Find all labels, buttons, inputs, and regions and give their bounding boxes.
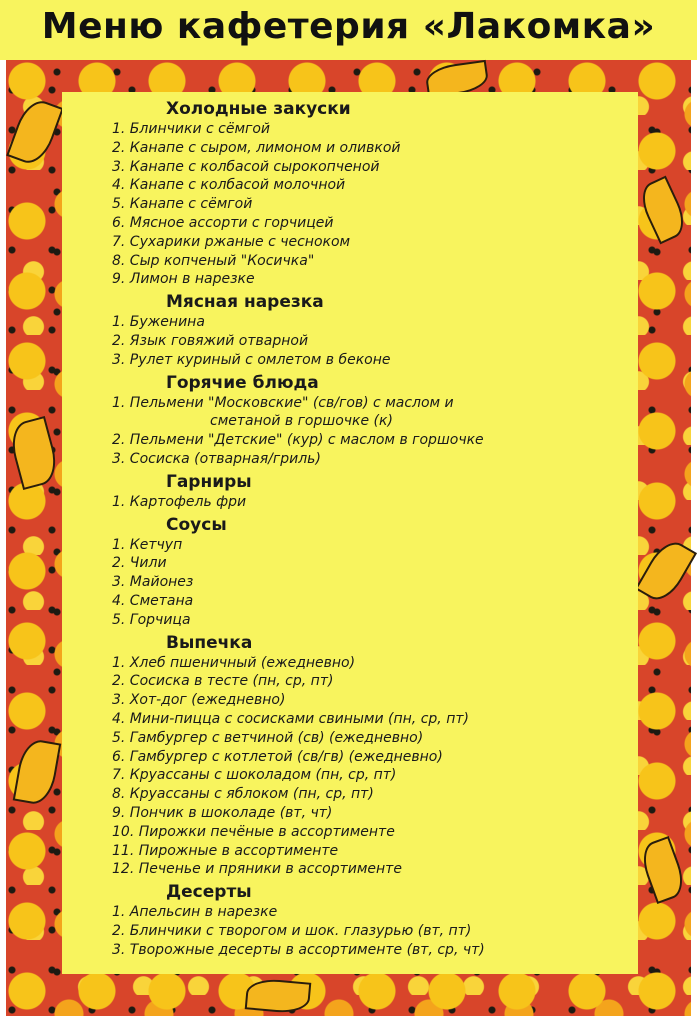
section-title: Холодные закуски — [166, 99, 351, 119]
menu-item — [112, 823, 632, 842]
menu-item-text: 5. Горчица — [112, 611, 191, 628]
menu-item — [112, 922, 632, 941]
menu-item — [112, 394, 632, 432]
menu-item — [112, 332, 632, 351]
menu-item — [112, 748, 632, 767]
menu-item-text: 1. Буженина — [112, 314, 205, 331]
menu-item — [112, 139, 632, 158]
ornament-leaf-icon — [13, 737, 62, 807]
menu-item — [112, 351, 632, 370]
menu-item-text: 3. Канапе с колбасой сырокопченой — [112, 158, 380, 175]
menu-item-text: 5. Гамбургер с ветчиной (св) (ежедневно) — [112, 729, 424, 746]
menu-item — [112, 729, 632, 748]
menu-item — [112, 195, 632, 214]
menu-item-text: 6. Гамбургер с котлетой (св/гв) (ежедневно) — [112, 748, 443, 765]
menu-item — [112, 554, 632, 573]
menu-item-text: 7. Сухарики ржаные с чесноком — [112, 233, 351, 250]
menu-item — [112, 860, 632, 879]
menu-item — [112, 431, 632, 450]
menu-item — [112, 804, 632, 823]
menu-list — [112, 96, 632, 959]
menu-item — [112, 120, 632, 139]
menu-item — [112, 270, 632, 289]
menu-item — [112, 672, 632, 691]
menu-item — [112, 233, 632, 252]
menu-item — [112, 710, 632, 729]
menu-item-text: 11. Пирожные в ассортименте — [112, 842, 339, 859]
menu-item-text: 3. Творожные десерты в ассортименте (вт, ср, чт) — [112, 941, 485, 958]
menu-item — [112, 450, 632, 469]
ornament-leaf-icon — [637, 836, 689, 904]
section-title: Мясная нарезка — [166, 292, 324, 313]
menu-item — [112, 654, 632, 673]
ornament-leaf-icon — [6, 416, 62, 490]
menu-item-text: 8. Круассаны с яблоком (пн, ср, пт) — [112, 786, 374, 803]
menu-item-text: 1. Пельмени "Московские" (св/гов) с маслом и — [112, 394, 454, 411]
menu-item-text: 2. Блинчики с творогом и шок. глазурью (вт, пт) — [112, 922, 472, 939]
ornament-leaf-icon — [6, 95, 64, 168]
menu-item-text-continued: сметаной в горшочке (к) — [210, 413, 393, 430]
menu-item — [112, 573, 632, 592]
menu-item-text: 3. Хот-дог (ежедневно) — [112, 692, 286, 709]
menu-item-text: 6. Мясное ассорти с горчицей — [112, 214, 334, 231]
menu-item — [112, 766, 632, 785]
menu-item — [112, 536, 632, 555]
page-title: Меню кафетерия «Лакомка» — [41, 6, 656, 47]
menu-item-text: 1. Хлеб пшеничный (ежедневно) — [112, 654, 356, 671]
menu-item — [112, 493, 632, 512]
menu-item — [112, 592, 632, 611]
menu-item — [112, 941, 632, 960]
menu-item — [112, 158, 632, 177]
menu-item-text: 1. Апельсин в нарезке — [112, 904, 278, 921]
menu-item-text: 1. Кетчуп — [112, 536, 183, 553]
menu-item-text: 1. Блинчики с сёмгой — [112, 121, 271, 137]
menu-item-text: 8. Сыр копченый "Косичка" — [112, 252, 315, 269]
menu-item-text: 7. Круассаны с шоколадом (пн, ср, пт) — [112, 767, 397, 784]
section-title: Горячие блюда — [166, 372, 319, 393]
title-bar — [0, 0, 697, 60]
menu-item-text: 2. Канапе с сыром, лимоном и оливкой — [112, 139, 401, 156]
menu-item-text: 3. Рулет куриный с омлетом в беконе — [112, 351, 391, 368]
menu-item-text: 2. Пельмени "Детские" (кур) с маслом в горшочке — [112, 432, 484, 449]
menu-item-text: 2. Язык говяжий отварной — [112, 332, 309, 349]
menu-item — [112, 842, 632, 861]
menu-item-text: 9. Пончик в шоколаде (вт, чт) — [112, 804, 333, 821]
ornament-leaf-icon — [635, 176, 691, 245]
section-title: Выпечка — [166, 632, 253, 653]
menu-item-text: 10. Пирожки печёные в ассортименте — [112, 823, 395, 840]
menu-item — [112, 785, 632, 804]
menu-item-text: 4. Канапе с колбасой молочной — [112, 177, 346, 194]
section-title: Десерты — [166, 882, 252, 903]
menu-item-text: 2. Чили — [112, 555, 167, 572]
section-title: Соусы — [166, 514, 227, 535]
menu-item — [112, 252, 632, 271]
menu-item-text: 12. Печенье и пряники в ассортименте — [112, 861, 402, 878]
menu-item-text: 5. Канапе с сёмгой — [112, 196, 253, 213]
section-title: Гарниры — [166, 471, 252, 492]
menu-item-text: 3. Сосиска (отварная/гриль) — [112, 450, 321, 467]
ornament-leaf-icon — [245, 977, 312, 1014]
menu-item-text: 2. Сосиска в тесте (пн, ср, пт) — [112, 673, 334, 690]
menu-item-text: 9. Лимон в нарезке — [112, 271, 255, 288]
menu-item — [112, 313, 632, 332]
menu-item-text: 4. Мини-пицца с сосисками свиными (пн, ср, пт) — [112, 710, 469, 727]
menu-item — [112, 176, 632, 195]
menu-item-text: 1. Картофель фри — [112, 493, 247, 510]
menu-item-text: 3. Майонез — [112, 574, 194, 591]
menu-item — [112, 691, 632, 710]
menu-item — [112, 903, 632, 922]
menu-item-text: 4. Сметана — [112, 592, 194, 609]
menu-item — [112, 611, 632, 630]
menu-item — [112, 214, 632, 233]
ornament-leaf-icon — [635, 535, 697, 607]
